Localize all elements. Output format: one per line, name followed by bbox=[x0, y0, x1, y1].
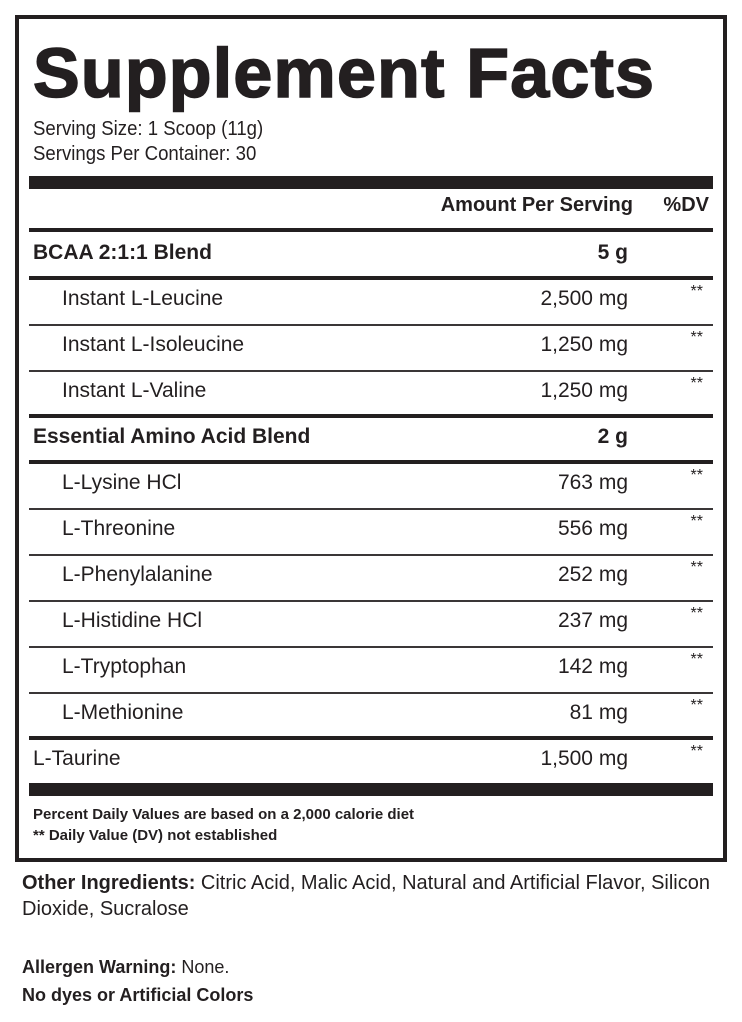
nutrient-name: Instant L-Isoleucine bbox=[62, 333, 245, 356]
nutrient-row bbox=[29, 601, 713, 641]
servings-per-container: Servings Per Container: 30 bbox=[33, 143, 257, 165]
supplement-facts-panel bbox=[15, 15, 727, 862]
footnote-dv-not-established: ** Daily Value (DV) not established bbox=[33, 827, 278, 844]
nutrient-amount: 2,500 mg bbox=[540, 287, 628, 310]
other-ingredients bbox=[22, 870, 712, 922]
nutrient-amount: 2 g bbox=[597, 425, 628, 448]
nutrient-amount: 763 mg bbox=[557, 471, 628, 494]
nutrient-dv: ** bbox=[690, 513, 703, 530]
nutrient-name: L-Taurine bbox=[33, 747, 121, 770]
nutrient-name: L-Histidine HCl bbox=[62, 609, 203, 632]
nutrient-amount: 5 g bbox=[597, 241, 628, 264]
nutrient-row bbox=[29, 509, 713, 549]
nutrient-name: L-Lysine HCl bbox=[62, 471, 182, 494]
nutrient-dv: ** bbox=[690, 329, 703, 346]
divider-thick-top bbox=[29, 176, 713, 189]
nutrient-name: L-Methionine bbox=[62, 701, 184, 724]
nutrient-row bbox=[29, 279, 713, 319]
nutrient-dv: ** bbox=[690, 743, 703, 760]
nutrient-row bbox=[29, 739, 713, 779]
header-amount-per-serving: Amount Per Serving bbox=[440, 194, 633, 216]
header-dv: %DV bbox=[663, 194, 709, 216]
nutrient-name: L-Phenylalanine bbox=[62, 563, 213, 586]
nutrient-dv: ** bbox=[690, 375, 703, 392]
serving-size: Serving Size: 1 Scoop (11g) bbox=[33, 118, 264, 140]
allergen-warning bbox=[22, 957, 229, 978]
nutrient-amount: 1,250 mg bbox=[540, 379, 628, 402]
nutrient-row bbox=[29, 325, 713, 365]
allergen-warning-label: Allergen Warning: bbox=[22, 957, 177, 977]
nutrient-name: L-Threonine bbox=[62, 517, 176, 540]
other-ingredients-label: Other Ingredients: bbox=[22, 872, 196, 894]
footnote-daily-values: Percent Daily Values are based on a 2,000 calorie diet bbox=[33, 806, 415, 823]
nutrient-dv: ** bbox=[690, 559, 703, 576]
nutrient-amount: 81 mg bbox=[569, 701, 628, 724]
nutrient-row bbox=[29, 555, 713, 595]
other-ingredients-text: Citric Acid, Malic Acid, Natural and Artificial Flavor, Silicon Dioxide, Sucralose bbox=[22, 872, 710, 920]
nutrient-dv: ** bbox=[690, 467, 703, 484]
divider-header bbox=[29, 228, 713, 232]
nutrient-dv: ** bbox=[690, 605, 703, 622]
nutrient-row bbox=[29, 693, 713, 733]
nutrient-amount: 252 mg bbox=[557, 563, 628, 586]
panel-title: Supplement Facts bbox=[33, 34, 656, 112]
nutrient-name: Essential Amino Acid Blend bbox=[33, 425, 311, 448]
nutrient-amount: 237 mg bbox=[557, 609, 628, 632]
allergen-warning-text: None. bbox=[176, 957, 230, 977]
nutrient-name: BCAA 2:1:1 Blend bbox=[33, 241, 212, 264]
nutrient-amount: 1,250 mg bbox=[540, 333, 628, 356]
nutrient-dv: ** bbox=[690, 283, 703, 300]
divider-thick-bottom bbox=[29, 783, 713, 796]
nutrient-amount: 1,500 mg bbox=[540, 747, 628, 770]
nutrient-dv: ** bbox=[690, 697, 703, 714]
nutrient-dv: ** bbox=[690, 651, 703, 668]
nutrient-name: Instant L-Leucine bbox=[62, 287, 224, 310]
no-dyes-statement: No dyes or Artificial Colors bbox=[22, 985, 254, 1005]
nutrient-row bbox=[29, 463, 713, 503]
nutrient-amount: 142 mg bbox=[557, 655, 628, 678]
nutrient-row bbox=[29, 647, 713, 687]
nutrient-name: L-Tryptophan bbox=[62, 655, 187, 678]
nutrient-row bbox=[29, 233, 713, 273]
nutrient-name: Instant L-Valine bbox=[62, 379, 207, 402]
nutrient-amount: 556 mg bbox=[557, 517, 628, 540]
nutrient-row bbox=[29, 371, 713, 411]
nutrient-row bbox=[29, 417, 713, 457]
